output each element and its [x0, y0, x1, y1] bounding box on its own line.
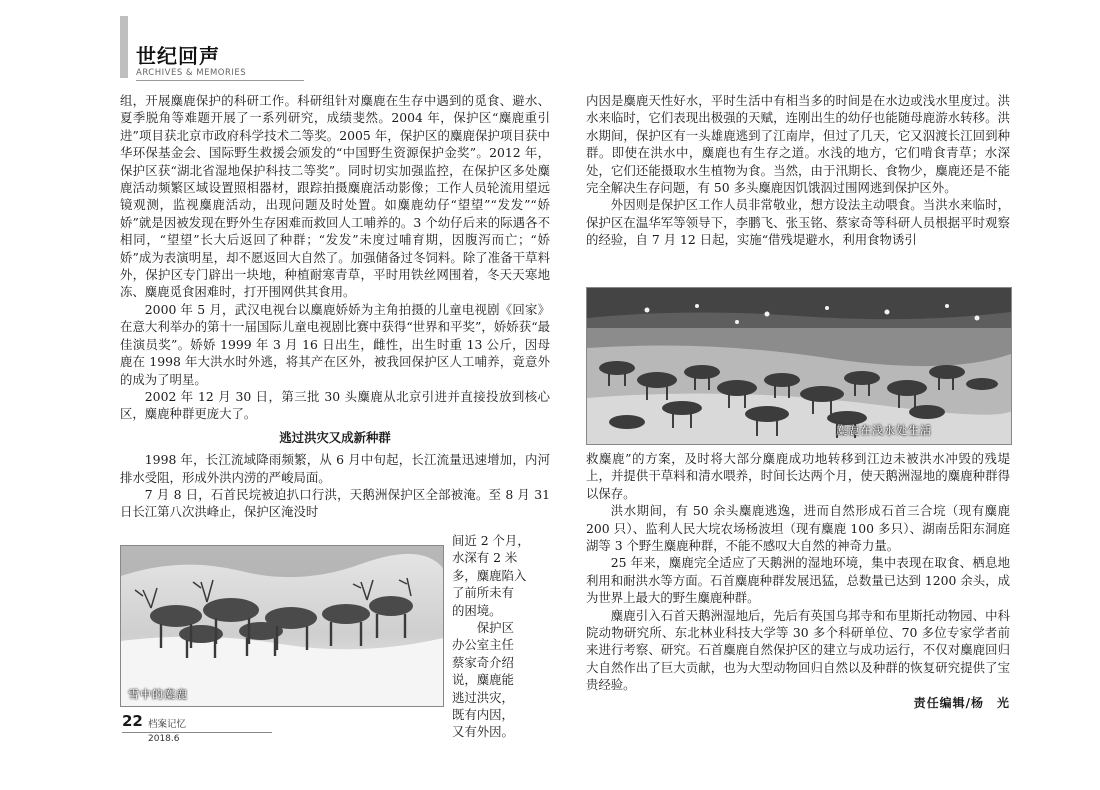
header-rule	[136, 80, 304, 81]
narrow-line: 多，麋鹿陷入	[452, 567, 527, 583]
responsible-editor: 责任编辑/杨 光	[913, 696, 1010, 710]
section-heading: 逃过洪灾又成新种群	[279, 429, 391, 445]
issue-date: 2018.6	[148, 734, 180, 744]
photo-deer-in-snow	[120, 545, 444, 707]
left-column	[120, 92, 550, 521]
left-paragraph-3: 2002 年 12 月 30 日，第三批 30 头麋鹿从北京引进并直接投放到核心区，麋鹿种群更庞大了。	[120, 388, 550, 422]
narrow-line: 逃过洪灾，	[452, 689, 514, 705]
narrow-line: 说，麋鹿能	[452, 672, 514, 688]
photo-caption-water: 麋鹿在浅水处生活	[836, 424, 932, 437]
photo-deer-in-water-image	[587, 288, 1011, 444]
photo-deer-in-snow-image	[121, 546, 443, 706]
photo-deer-in-water	[586, 287, 1012, 445]
right-column-bottom	[586, 450, 1010, 694]
narrow-line: 蔡家奇介绍	[452, 654, 514, 670]
column-title: 世纪回声	[136, 44, 220, 68]
left-paragraph-5: 7 月 8 日，石首民垸被迫扒口行洪，天鹅洲保护区全部被淹。至 8 月 31 日长江第八次洪峰止，保护区淹没时	[120, 486, 550, 520]
narrow-line: 了前所未有	[452, 585, 514, 601]
left-paragraph-1: 组，开展麋鹿保护的科研工作。科研组针对麋鹿在生存中遇到的觅食、避水、夏季脱角等难题开展了一系列研究，成绩斐然。2004 年，保护区“麋鹿重引进”项目获北京市政府科学技术二等奖。2005 年，保护区的麋鹿保护项目获中华环保基金会、国际野生救援会颁发的“中国野生资源保护金奖”。2012 年，保护区获“湖北省湿地保护科技二等奖”。同时切实加强监控，在保护区多处麋鹿活动频繁区域设置照相器材，跟踪拍摄麋鹿活动影像；工作人员轮流用望远镜观测，监视麋鹿活动，出现问题及时处置。如麋鹿幼仔“望望”“发发”“娇娇”就是因被发现在野外生存困难而救回人工哺养的。3 个幼仔后来的际遇各不相同，“望望”长大后返回了种群；“发发”未度过哺育期，因腹泻而亡；“娇娇”成为表演明星，却不愿返回大自然了。加强储备过冬饲料。除了准备干草料外，保护区专门辟出一块地，种植耐寒青草，平时用铁丝网围着，冬天天寒地冻、麋鹿觅食困难时，打开围网供其食用。	[120, 93, 550, 300]
footer-rule	[122, 732, 272, 733]
narrow-line: 的困境。	[452, 602, 502, 618]
left-paragraph-4: 1998 年，长江流域降雨频繁，从 6 月中旬起，长江流量迅速增加，内河排水受阻，形成外洪内涝的严峻局面。	[120, 452, 550, 485]
narrow-line: 水深有 2 米	[452, 550, 518, 566]
right-paragraph-6: 麋鹿引入石首天鹅洲湿地后，先后有英国乌邦寺和布里斯托动物园、中科院动物研究所、东北林业科技大学等 30 多个科研单位、70 多位专家学者前来进行考察、研究。石首麋鹿自然保护区的建立与成功运行，不仅对麋鹿回归大自然作出了巨大贡献，也为大型动物回归自然以及种群的恢复研究提供了宝贵经验。	[586, 607, 1010, 693]
right-paragraph-5: 25 年来，麋鹿完全适应了天鹅洲的湿地环境，集中表现在取食、栖息地利用和耐洪水等方面。石首麋鹿种群发展迅猛，总数量已达到 1200 余头，成为世界上最大的野生麋鹿种群。	[586, 555, 1010, 606]
column-subtitle: ARCHIVES & MEMORIES	[136, 68, 247, 78]
narrow-line: 既有内因，	[452, 707, 514, 723]
narrow-line: 保护区	[476, 620, 514, 636]
left-paragraph-2: 2000 年 5 月，武汉电视台以麋鹿娇娇为主角拍摄的儿童电视剧《回家》在意大利举办的第十一届国际儿童电视剧比赛中获得“世界和平奖”，娇娇获“最佳演员奖”。娇娇 1999 年 3 月 16 日出生，雌性，出生时重 13 公斤，因母鹿在 1998 年大洪水时外逃，将其产在区外，被我回保护区人工哺养，竟意外的成为了明星。	[120, 301, 550, 387]
header-accent-bar	[120, 16, 128, 78]
narrow-line: 又有外因。	[452, 724, 514, 740]
left-narrow-column	[452, 532, 550, 741]
right-paragraph-2: 外因则是保护区工作人员非常敬业，想方设法主动喂食。当洪水来临时，保护区在温华军等领导下，李鹏飞、张玉铭、蔡家奇等科研人员根据平时观察的经验，自 7 月 12 日起，实施“借残堤避水，利用食物诱引	[586, 197, 1010, 248]
magazine-name: 档案记忆	[148, 719, 187, 730]
photo-caption-snow: 雪中的麋鹿	[128, 688, 188, 701]
right-paragraph-4: 洪水期间，有 50 余头麋鹿逃逸，进而自然形成石首三合垸（现有麋鹿 200 只）、监利人民大垸农场杨波坦（现有麋鹿 100 多只）、湖南岳阳东洞庭湖等 3 个野生麋鹿种群，不能不感叹大自然的神奇力量。	[586, 503, 1010, 554]
right-paragraph-3: 救麋鹿”的方案，及时将大部分麋鹿成功地转移到江边未被洪水冲毁的残堤上，并提供干草料和清水喂养，时间长达两个月，使天鹅洲湿地的麋鹿种群得以保存。	[586, 451, 1010, 501]
right-column-top	[586, 92, 1010, 249]
page-number: 22	[122, 712, 143, 730]
narrow-line: 办公室主任	[452, 637, 514, 653]
right-paragraph-1: 内因是麋鹿天性好水，平时生活中有相当多的时间是在水边或浅水里度过。洪水来临时，它们表现出极强的天赋，连刚出生的幼仔也能随母鹿游水转移。洪水期间，保护区有一头雄鹿逃到了江南岸，但过了几天，它又泅渡长江回到种群。即使在洪水中，麋鹿也有生存之道。水浅的地方，它们啃食青草；水深处，它们还能摄取水生植物为食。当然，由于汛期长、食物少，麋鹿还是不能完全解决生存问题，有 50 多头麋鹿因饥饿泅过围网逃到保护区外。	[586, 93, 1010, 196]
narrow-line: 间近 2 个月，	[452, 533, 530, 548]
